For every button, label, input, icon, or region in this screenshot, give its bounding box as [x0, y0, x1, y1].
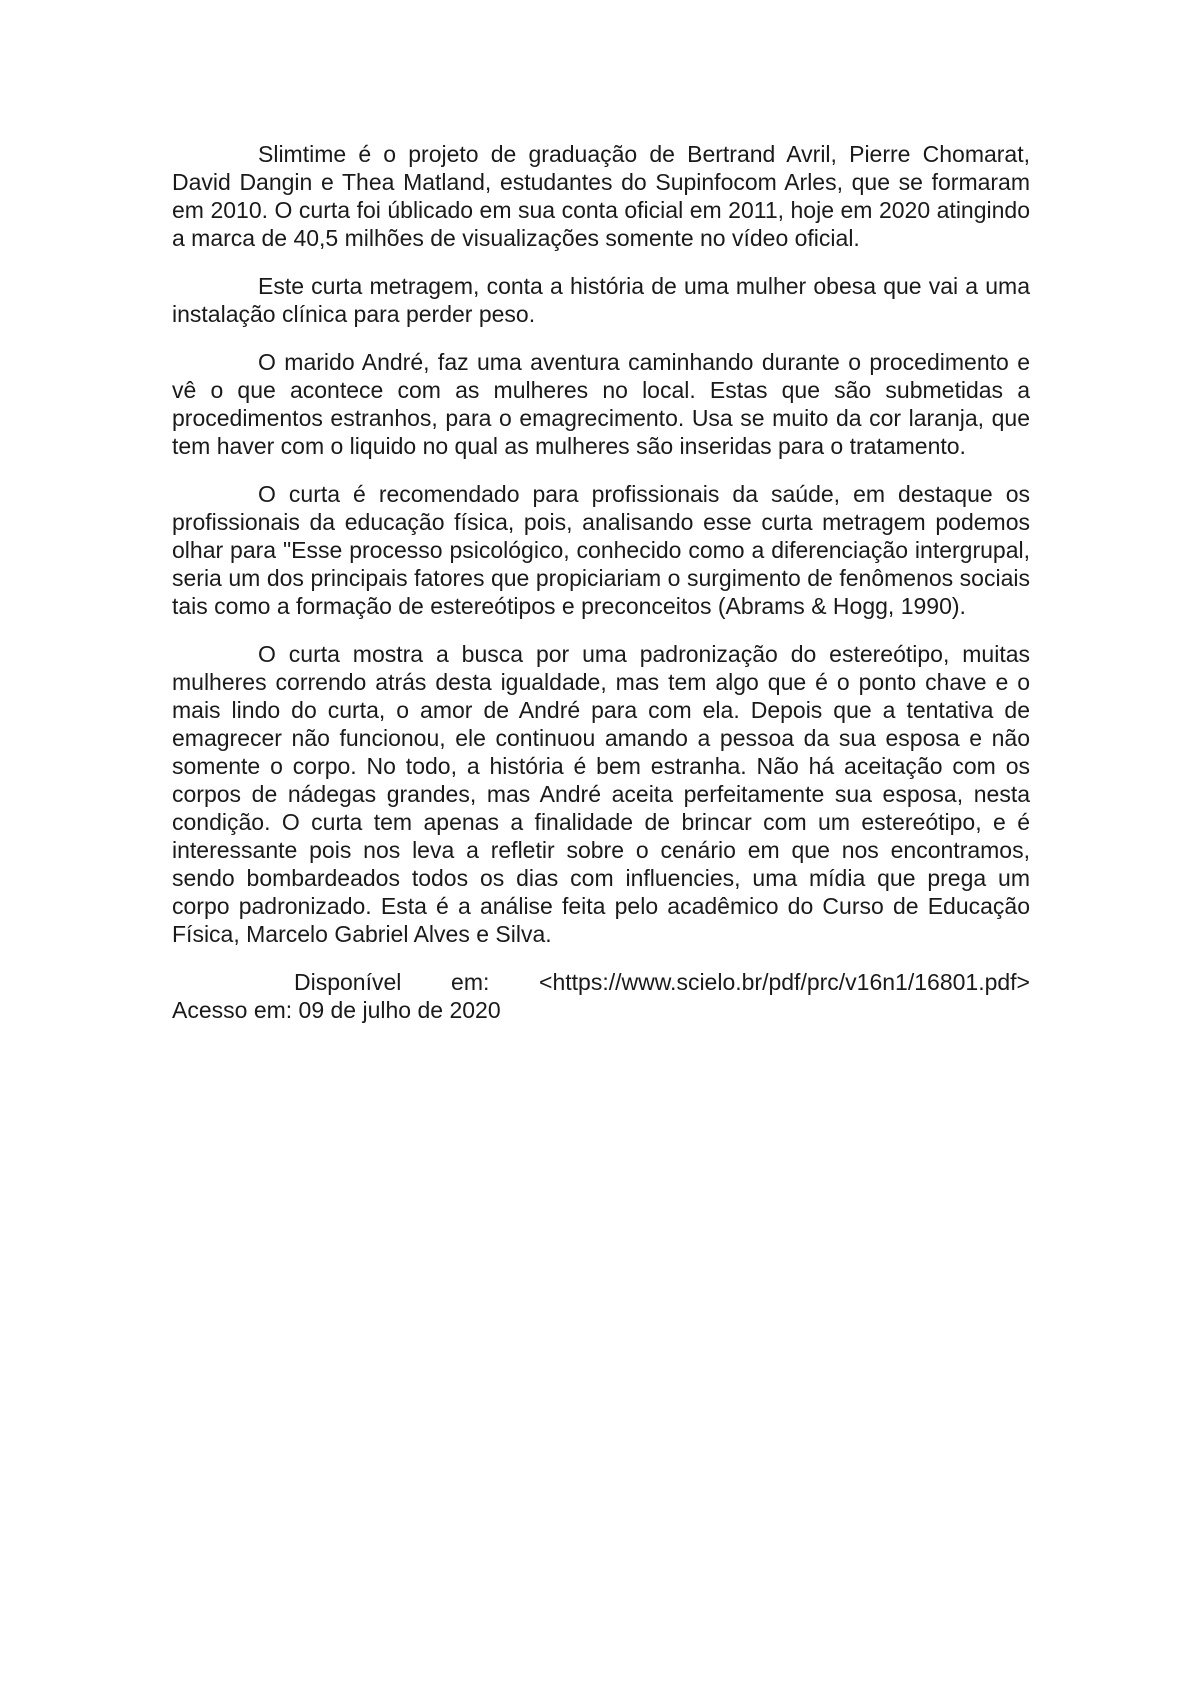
source-access-date: Acesso em: 09 de julho de 2020 — [172, 997, 501, 1023]
source-citation — [172, 968, 1030, 1024]
paragraph-recommendation: O curta é recomendado para profissionais da saúde, em destaque os profissionais da educação física, pois, analisando esse curta metragem podemos olhar para "Esse processo psicológico, conhecido como a diferenciação intergrupal, seria um dos principais fatores que propiciariam o surgimento de fenômenos sociais tais como a formação de estereótipos e preconceitos (Abrams & Hogg, 1990). — [172, 481, 1030, 619]
paragraph-slimtime-intro: Slimtime é o projeto de graduação de Bertrand Avril, Pierre Chomarat, David Dangin e Thea Matland, estudantes do Supinfocom Arles, que se formaram em 2010. O curta foi úblicado em sua conta oficial em 2011, hoje em 2020 atingindo a marca de 40,5 milhões de visualizações somente no vídeo oficial. — [172, 141, 1030, 251]
paragraph-story-summary: Este curta metragem, conta a história de uma mulher obesa que vai a uma instalação clínica para perder peso. — [172, 273, 1030, 327]
document-body — [172, 140, 1030, 1024]
paragraph-analysis: O curta mostra a busca por uma padronização do estereótipo, muitas mulheres correndo atrás desta igualdade, mas tem algo que é o ponto chave e o mais lindo do curta, o amor de André para com ela. Depois que a tentativa de emagrecer não funcionou, ele continuou amando a pessoa da sua esposa e não somente o corpo. No todo, a história é bem estranha. Não há aceitação com os corpos de nádegas grandes, mas André aceita perfeitamente sua esposa, nesta condição. O curta tem apenas a finalidade de brincar com um estereótipo, e é interessante pois nos leva a refletir sobre o cenário em que nos encontramos, sendo bombardeados todos os dias com influencies, uma mídia que prega um corpo padronizado. Esta é a análise feita pelo acadêmico do Curso de Educação Física, Marcelo Gabriel Alves e Silva. — [172, 641, 1030, 947]
source-url-line: Disponível em: <https://www.scielo.br/pdf/prc/v16n1/16801.pdf> — [294, 969, 1030, 995]
paragraph-andre-adventure: O marido André, faz uma aventura caminhando durante o procedimento e vê o que acontece com as mulheres no local. Estas que são submetidas a procedimentos estranhos, para o emagrecimento. Usa se muito da cor laranja, que tem haver com o liquido no qual as mulheres são inseridas para o tratamento. — [172, 349, 1030, 459]
